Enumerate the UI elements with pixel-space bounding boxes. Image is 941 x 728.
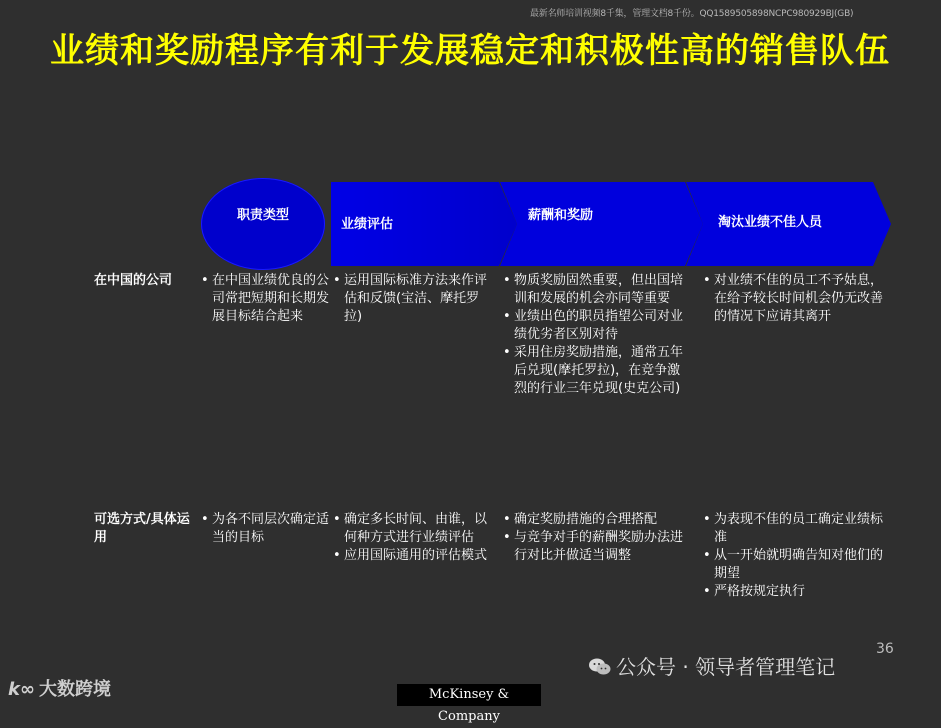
bullet-item: • 确定奖励措施的合理搭配 [503, 511, 693, 529]
bullet-item: • 为各不同层次确定适当的目标 [201, 511, 331, 547]
chevron-label-elimination: 淘汰业绩不佳人员 [718, 215, 823, 230]
brand-logo-icon: k∞ [8, 679, 35, 700]
watermark-right [588, 651, 835, 680]
bullet-item: • 采用住房奖励措施，通常五年后兑现(摩托罗拉)，在竞争激烈的行业三年兑现(史克公司) [503, 344, 693, 398]
bullet-item: • 严格按规定执行 [703, 583, 883, 601]
chevron-performance [331, 182, 517, 266]
cell-r1-c4 [703, 272, 883, 326]
row-label-china-companies: 在中国的公司 [94, 273, 173, 288]
chevron-label-performance: 业绩评估 [341, 217, 394, 232]
cell-r2-c2 [333, 511, 493, 565]
bullet-item: • 从一开始就明确告知对他们的期望 [703, 547, 883, 583]
cell-r1-c3 [503, 272, 693, 398]
watermark-left [8, 675, 111, 701]
role-type-oval [201, 178, 325, 270]
bullet-item: • 业绩出色的职员指望公司对业绩优劣者区别对待 [503, 308, 693, 344]
chevron-shape [500, 182, 703, 266]
chevron-compensation [500, 182, 703, 266]
bullet-item: • 在中国业绩优良的公司常把短期和长期发展目标结合起来 [201, 272, 331, 326]
bullet-item: • 对业绩不佳的员工不予姑息，在给予较长时间机会仍无改善的情况下应请其离开 [703, 272, 883, 326]
bullet-item: • 运用国际标准方法来作评估和反馈(宝洁、摩托罗拉) [333, 272, 493, 326]
cell-r2-c4 [703, 511, 883, 601]
watermark-right-text: 公众号 · 领导者管理笔记 [616, 655, 836, 679]
cell-r2-c3 [503, 511, 693, 565]
row-label-options: 可选方式/具体运用 [94, 512, 190, 545]
bullet-item: • 物质奖励固然重要，但出国培训和发展的机会亦同等重要 [503, 272, 693, 308]
top-note: 最新名师培训视频8千集，管理文档8千份。QQ1589505898NCPC980929BJ(GB) [530, 9, 854, 19]
cell-r1-c2 [333, 272, 493, 326]
oval-label: 职责类型 [236, 208, 289, 223]
bullet-item: • 为表现不佳的员工确定业绩标准 [703, 511, 883, 547]
chevron-elimination [686, 182, 891, 266]
cell-r1-c1 [201, 272, 331, 326]
page-title: 业绩和奖励程序有利于发展稳定和积极性高的销售队伍 [50, 31, 890, 71]
cell-r2-c1 [201, 511, 331, 547]
bullet-item: • 确定多长时间、由谁，以何种方式进行业绩评估 [333, 511, 493, 547]
wechat-icon [588, 657, 612, 677]
mckinsey-logo: McKinsey & Company [397, 684, 541, 706]
bullet-item: • 应用国际通用的评估模式 [333, 547, 493, 565]
chevron-label-compensation: 薪酬和奖励 [528, 208, 594, 223]
page-number: 36 [876, 641, 894, 657]
watermark-left-text: 大数跨境 [38, 679, 111, 700]
bullet-item: • 与竞争对手的薪酬奖励办法进行对比并做适当调整 [503, 529, 693, 565]
